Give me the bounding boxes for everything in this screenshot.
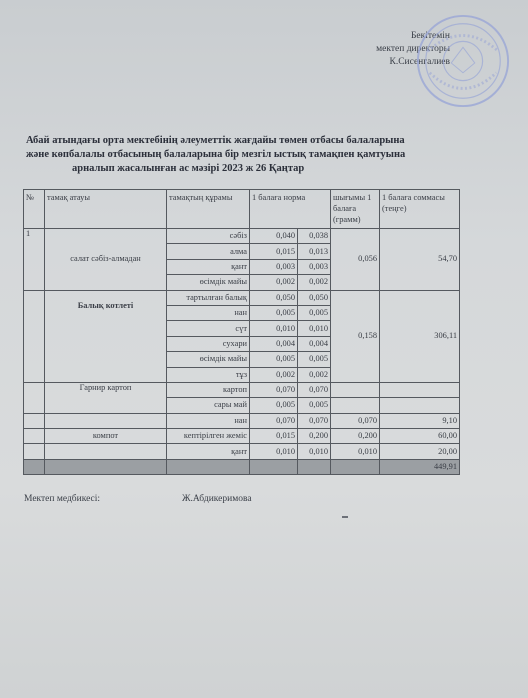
ingredient: сары май [167,398,250,413]
norm-value: 0,015 [250,429,298,444]
ingredient: кептірілген жеміс [167,429,250,444]
row-number [24,429,45,444]
ingredient: сүт [167,321,250,336]
row-number [24,444,45,459]
table-header-row [24,190,460,229]
norm-value: 0,040 [250,229,298,244]
cost-value [380,382,460,397]
menu-table [23,189,460,475]
norm-value: 0,002 [298,275,331,290]
nurse-label: Мектеп медбикесі: [24,494,101,504]
total-cell [250,459,298,474]
header-dish: тамақ атауы [45,190,167,229]
ingredient: қант [167,444,250,459]
norm-value: 0,070 [250,382,298,397]
table-row [24,229,460,244]
dish-name: компот [45,429,167,444]
ingredient: алма [167,244,250,259]
cost-value: 54,70 [380,229,460,291]
ingredient: тұз [167,367,250,382]
ingredient: нан [167,413,250,428]
output-value [331,382,380,397]
table-row [24,382,460,397]
header-output: шығымы 1 балаға (грамм) [331,190,380,229]
total-cell [45,459,167,474]
norm-value: 0,070 [298,413,331,428]
header-composition: тамақтың құрамы [167,190,250,229]
approval-line: Бекітемін [410,31,450,41]
header-norm: 1 балаға норма [250,190,331,229]
row-number [24,413,45,428]
round-stamp-icon [414,12,512,110]
cost-value: 20,00 [380,444,460,459]
norm-value: 0,002 [298,367,331,382]
output-value [331,398,380,413]
output-value: 0,010 [331,444,380,459]
norm-value: 0,004 [250,336,298,351]
title-line: арналып жасалынған ас мәзірі 2023 ж 26 Қаңтар [72,163,305,174]
table-row [24,444,460,459]
norm-value: 0,003 [298,259,331,274]
norm-value: 0,005 [250,305,298,320]
nurse-name: Ж.Абдикеримова [182,494,252,504]
norm-value: 0,038 [298,229,331,244]
signature-line [24,494,324,504]
norm-value: 0,003 [250,259,298,274]
total-cell [331,459,380,474]
total-value: 449,91 [380,459,460,474]
norm-value: 0,200 [298,429,331,444]
norm-value: 0,070 [298,382,331,397]
output-value: 0,070 [331,413,380,428]
ingredient: қант [167,259,250,274]
output-value: 0,056 [331,229,380,291]
cost-value [380,398,460,413]
ingredient: өсімдік майы [167,275,250,290]
approval-line: мектеп директоры [376,44,450,54]
norm-value: 0,050 [250,290,298,305]
norm-value: 0,005 [298,305,331,320]
norm-value: 0,010 [298,444,331,459]
total-row [24,459,460,474]
norm-value: 0,013 [298,244,331,259]
row-number [24,290,45,382]
title-line: және көпбалалы отбасының балаларына бір мезгіл ыстық тамақпен қамтуына [26,149,406,160]
norm-value: 0,005 [250,352,298,367]
norm-value: 0,050 [298,290,331,305]
cost-value: 306,11 [380,290,460,382]
table-row [24,429,460,444]
norm-value: 0,002 [250,275,298,290]
ingredient: сәбіз [167,229,250,244]
dish-name: Гарнир картоп [45,382,167,413]
table-row [24,290,460,305]
row-number [24,382,45,413]
norm-value: 0,005 [298,398,331,413]
dish-name: салат сәбіз-алмадан [45,229,167,291]
total-cell [298,459,331,474]
document-title [26,134,496,176]
approval-line: К.Сисенгалиев [389,57,450,67]
norm-value: 0,070 [250,413,298,428]
output-value: 0,200 [331,429,380,444]
norm-value: 0,010 [250,444,298,459]
total-cell [167,459,250,474]
norm-value: 0,004 [298,336,331,351]
cost-value: 9,10 [380,413,460,428]
header-cost: 1 балаға соммасы (теңге) [380,190,460,229]
table-row [24,413,460,428]
header-num: № [24,190,45,229]
ingredient: нан [167,305,250,320]
norm-value: 0,010 [250,321,298,336]
dish-name [45,444,167,459]
ingredient: картоп [167,382,250,397]
dish-name [45,413,167,428]
output-value: 0,158 [331,290,380,382]
norm-value: 0,002 [250,367,298,382]
norm-value: 0,005 [298,352,331,367]
row-number: 1 [24,229,45,291]
norm-value: 0,005 [250,398,298,413]
title-line: Абай атындағы орта мектебінің әлеуметтік жағдайы төмен отбасы балаларына [26,135,405,146]
pen-mark [342,516,348,518]
dish-name: Балық котлеті [45,290,167,382]
ingredient: сухари [167,336,250,351]
ingredient: тартылған балық [167,290,250,305]
norm-value: 0,010 [298,321,331,336]
norm-value: 0,015 [250,244,298,259]
ingredient: өсімдік майы [167,352,250,367]
cost-value: 60,00 [380,429,460,444]
total-cell [24,459,45,474]
